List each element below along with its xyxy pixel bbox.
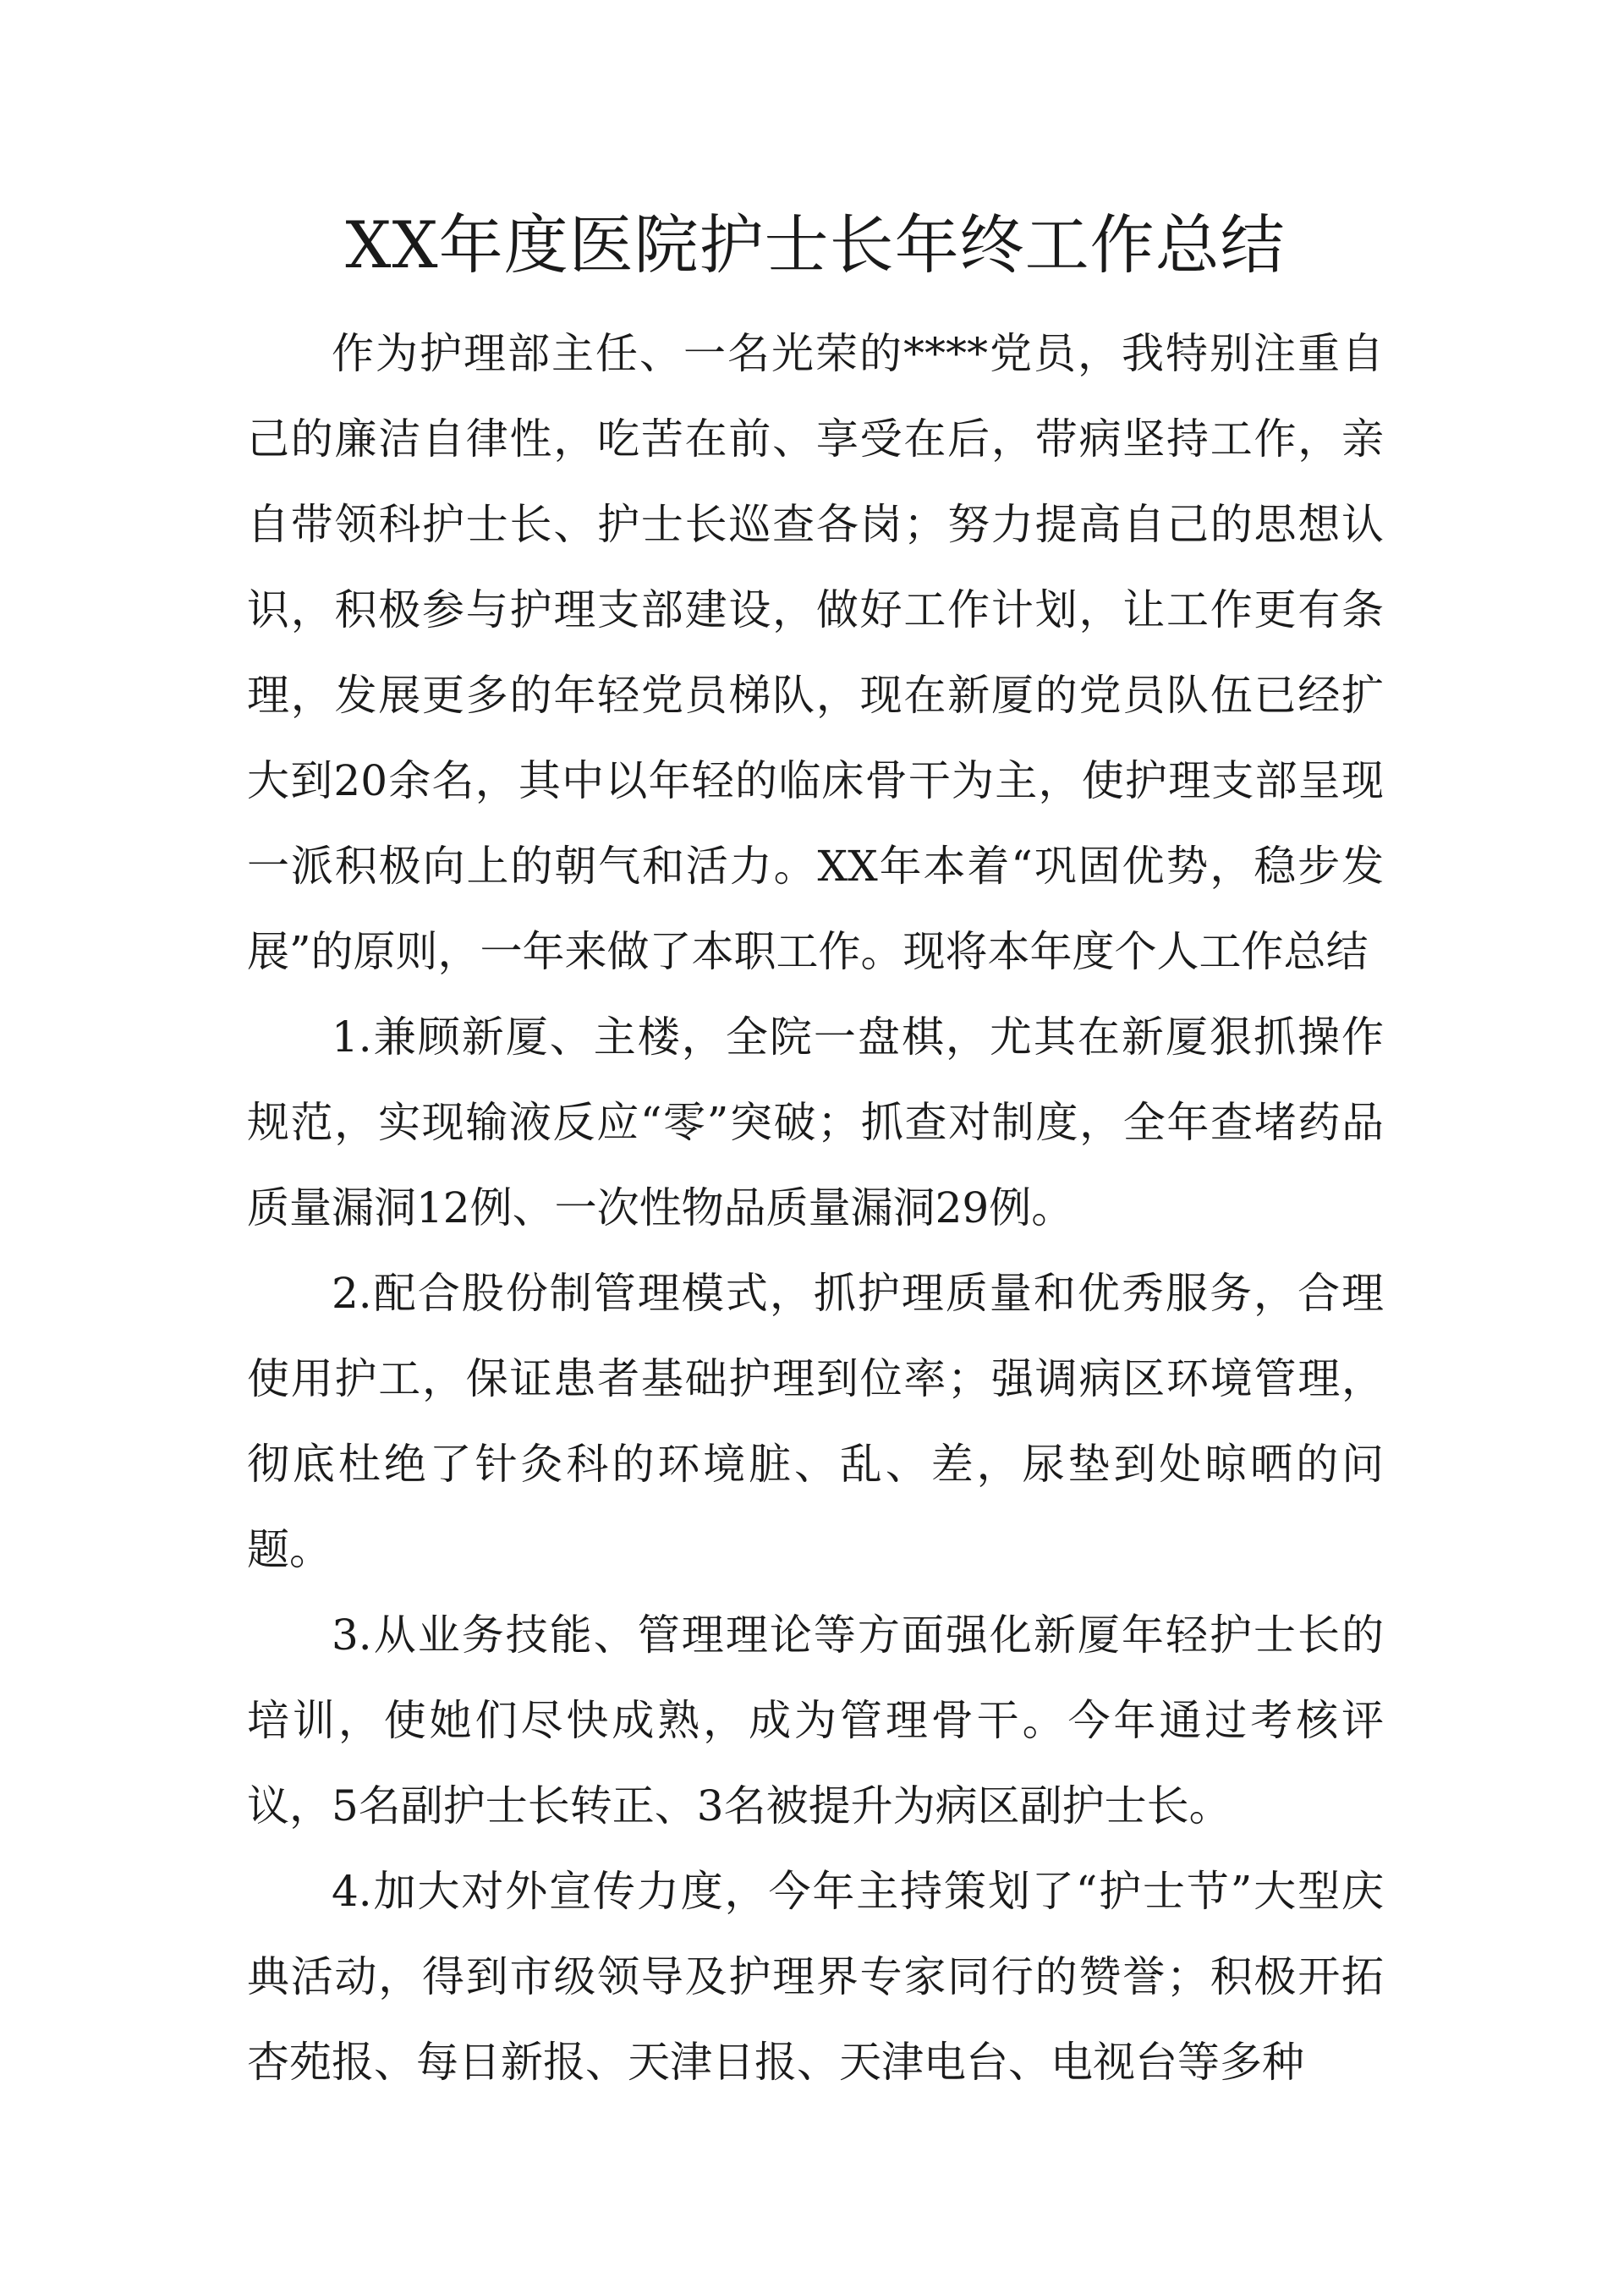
- paragraph-item-3: 3.从业务技能、管理理论等方面强化新厦年轻护士长的培训，使她们尽快成熟，成为管理骨干。今年通过考核评议，5名副护士长转正、3名被提升为病区副护士长。: [247, 1611, 1384, 1830]
- paragraph-item-2: 2.配合股份制管理模式，抓护理质量和优秀服务，合理使用护工，保证患者基础护理到位率；强调病区环境管理，彻底杜绝了针灸科的环境脏、乱、差，尿垫到处晾晒的问题。: [247, 1269, 1384, 1574]
- paragraph-item-4: 4.加大对外宣传力度，今年主持策划了“护士节”大型庆典活动，得到市级领导及护理界专家同行的赞誉；积极开拓杏苑报、每日新报、天津日报、天津电台、电视台等多种: [247, 1867, 1384, 2087]
- paragraph-item-1: 1.兼顾新厦、主楼，全院一盘棋，尤其在新厦狠抓操作规范，实现输液反应“零”突破；抓查对制度，全年查堵药品质量漏洞12例、一次性物品质量漏洞29例。: [247, 1013, 1384, 1232]
- paragraph-intro: 作为护理部主任、一名光荣的****党员，我特别注重自己的廉洁自律性，吃苦在前、享受在后，带病坚持工作，亲自带领科护士长、护士长巡查各岗；努力提高自己的思想认识，积极参与护理支部建设，做好工作计划，让工作更有条理，发展更多的年轻党员梯队，现在新厦的党员队伍已经扩大到20余名，其中以年轻的临床骨干为主，使护理支部呈现一派积极向上的朝气和活力。XX年本着“巩固优势，稳步发展”的原则，一年来做了本职工作。现将本年度个人工作总结: [247, 329, 1384, 976]
- document-title: XX年度医院护士长年终工作总结: [345, 207, 1286, 283]
- document-page: [247, 195, 1384, 2105]
